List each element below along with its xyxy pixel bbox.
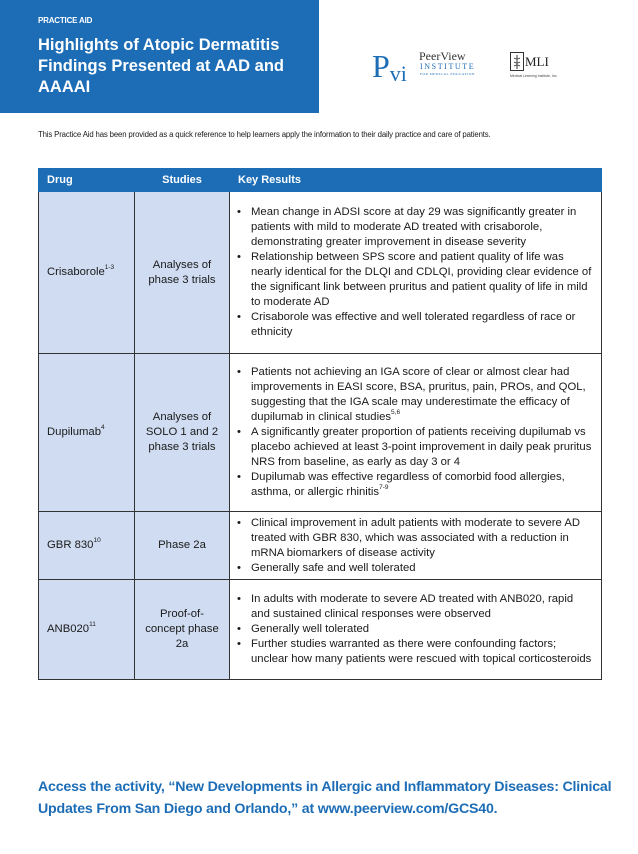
intro-text: This Practice Aid has been provided as a quick reference to help learners apply the information to their daily practice and care of patients. [38, 130, 491, 139]
peerview-logo-tagline: FOR MEDICAL EDUCATION [420, 72, 475, 76]
peerview-logo-institute: INSTITUTE [420, 62, 476, 71]
drug-name: ANB020 [47, 623, 90, 635]
drug-reference: 1-3 [104, 264, 115, 272]
key-results-cell [230, 512, 602, 580]
results-table [38, 168, 602, 680]
page-title: Highlights of Atopic Dermatitis Findings Presented at AAD and AAAAI [38, 36, 285, 96]
studies-cell: Analyses of SOLO 1 and 2 phase 3 trials [135, 354, 230, 512]
drug-cell [39, 192, 135, 354]
list-item: • Crisaborole was effective and well tolerated regardless of race or ethnicity [237, 310, 595, 340]
table-row [39, 354, 602, 512]
key-results-cell [230, 580, 602, 680]
table-row [39, 580, 602, 680]
drug-reference: 4 [101, 424, 105, 432]
header-band [0, 0, 319, 113]
peerview-logo-name: PeerView [419, 49, 466, 63]
drug-name: Dupilumab [47, 426, 102, 438]
practice-aid-kicker: PRACTICE AID [38, 16, 93, 25]
list-item: • Generally well tolerated [237, 622, 595, 637]
results-list [237, 516, 595, 576]
list-item: • Further studies warranted as there were confounding factors; unclear how many patients were rescued with topical corticosteroids [237, 637, 595, 667]
table-row [39, 512, 602, 580]
list-item: • In adults with moderate to severe AD treated with ANB020, rapid and sustained clinical responses were observed [237, 592, 595, 622]
drug-name: GBR 830 [47, 539, 94, 551]
call-to-action: Access the activity, “New Developments in Allergic and Inflammatory Diseases: Clinical Updates From San Diego and Orlando,” at www.peerview.com/GCS40. [38, 779, 612, 817]
header-drug: Drug [39, 169, 135, 192]
drug-reference: 11 [89, 621, 96, 629]
drug-reference: 10 [93, 537, 101, 545]
studies-cell: Proof-of-concept phase 2a [135, 580, 230, 680]
list-item: • Generally safe and well tolerated [237, 561, 595, 576]
studies-cell: Analyses of phase 3 trials [135, 192, 230, 354]
caduceus-icon [510, 52, 524, 71]
key-results-cell [230, 192, 602, 354]
table-row [39, 192, 602, 354]
result-reference: 7-9 [379, 484, 389, 492]
list-item: • Relationship between SPS score and patient quality of life was nearly identical for the DLQI and CDLQI, providing clear evidence of the significant link between pruritus and patient quality of life in mild to moderate AD [237, 250, 595, 310]
peerview-logo [372, 50, 532, 90]
cta-text: Access the activity, “New Developments in Allergic and Inflammatory Diseases: Clinical Updates From San Diego and Orlando,” at [38, 779, 612, 817]
results-list [237, 592, 595, 667]
cta-link[interactable]: www.peerview.com/GCS40 [317, 801, 494, 817]
list-item: • Clinical improvement in adult patients with moderate to severe AD treated with GBR 830, which was associated with a reduction in mRNA biomarkers of disease activity [237, 516, 595, 561]
list-item: • A significantly greater proportion of patients receiving dupilumab vs placebo achieved at least 3-point improvement in daily peak pruritus NRS from baseline, as early as day 3 or 4 [237, 425, 595, 470]
list-item: • Dupilumab was effective regardless of comorbid food allergies, asthma, or allergic rhinitis$^{7-9}$ [237, 470, 595, 500]
drug-cell [39, 580, 135, 680]
mli-logo-letters: MLI [525, 54, 549, 69]
drug-cell [39, 512, 135, 580]
list-item: • Mean change in ADSI score at day 29 was significantly greater in patients with mild to moderate AD treated with crisaborole, demonstrating greater improvement in disease severity [237, 205, 595, 250]
results-list [237, 205, 595, 340]
key-results-cell [230, 354, 602, 512]
table-header-row [39, 169, 602, 192]
mli-logo [510, 52, 576, 88]
mli-logo-tagline: Medical Learning Institute, Inc. [510, 74, 558, 78]
drug-name: Crisaborole [47, 266, 105, 278]
results-list [237, 365, 595, 500]
header-key-results: Key Results [230, 169, 602, 192]
header-studies: Studies [135, 169, 230, 192]
studies-cell: Phase 2a [135, 512, 230, 580]
list-item: • Patients not achieving an IGA score of clear or almost clear had improvements in EASI score, BSA, pruritus, pain, PROs, and QOL, suggesting that the IGA scale may underestimate the efficacy of dupilumab in clinical studies$^{5,6}$ [237, 365, 595, 425]
peerview-logo-mark: Pvi [372, 48, 407, 86]
drug-cell [39, 354, 135, 512]
result-reference: 5,6 [391, 409, 401, 417]
